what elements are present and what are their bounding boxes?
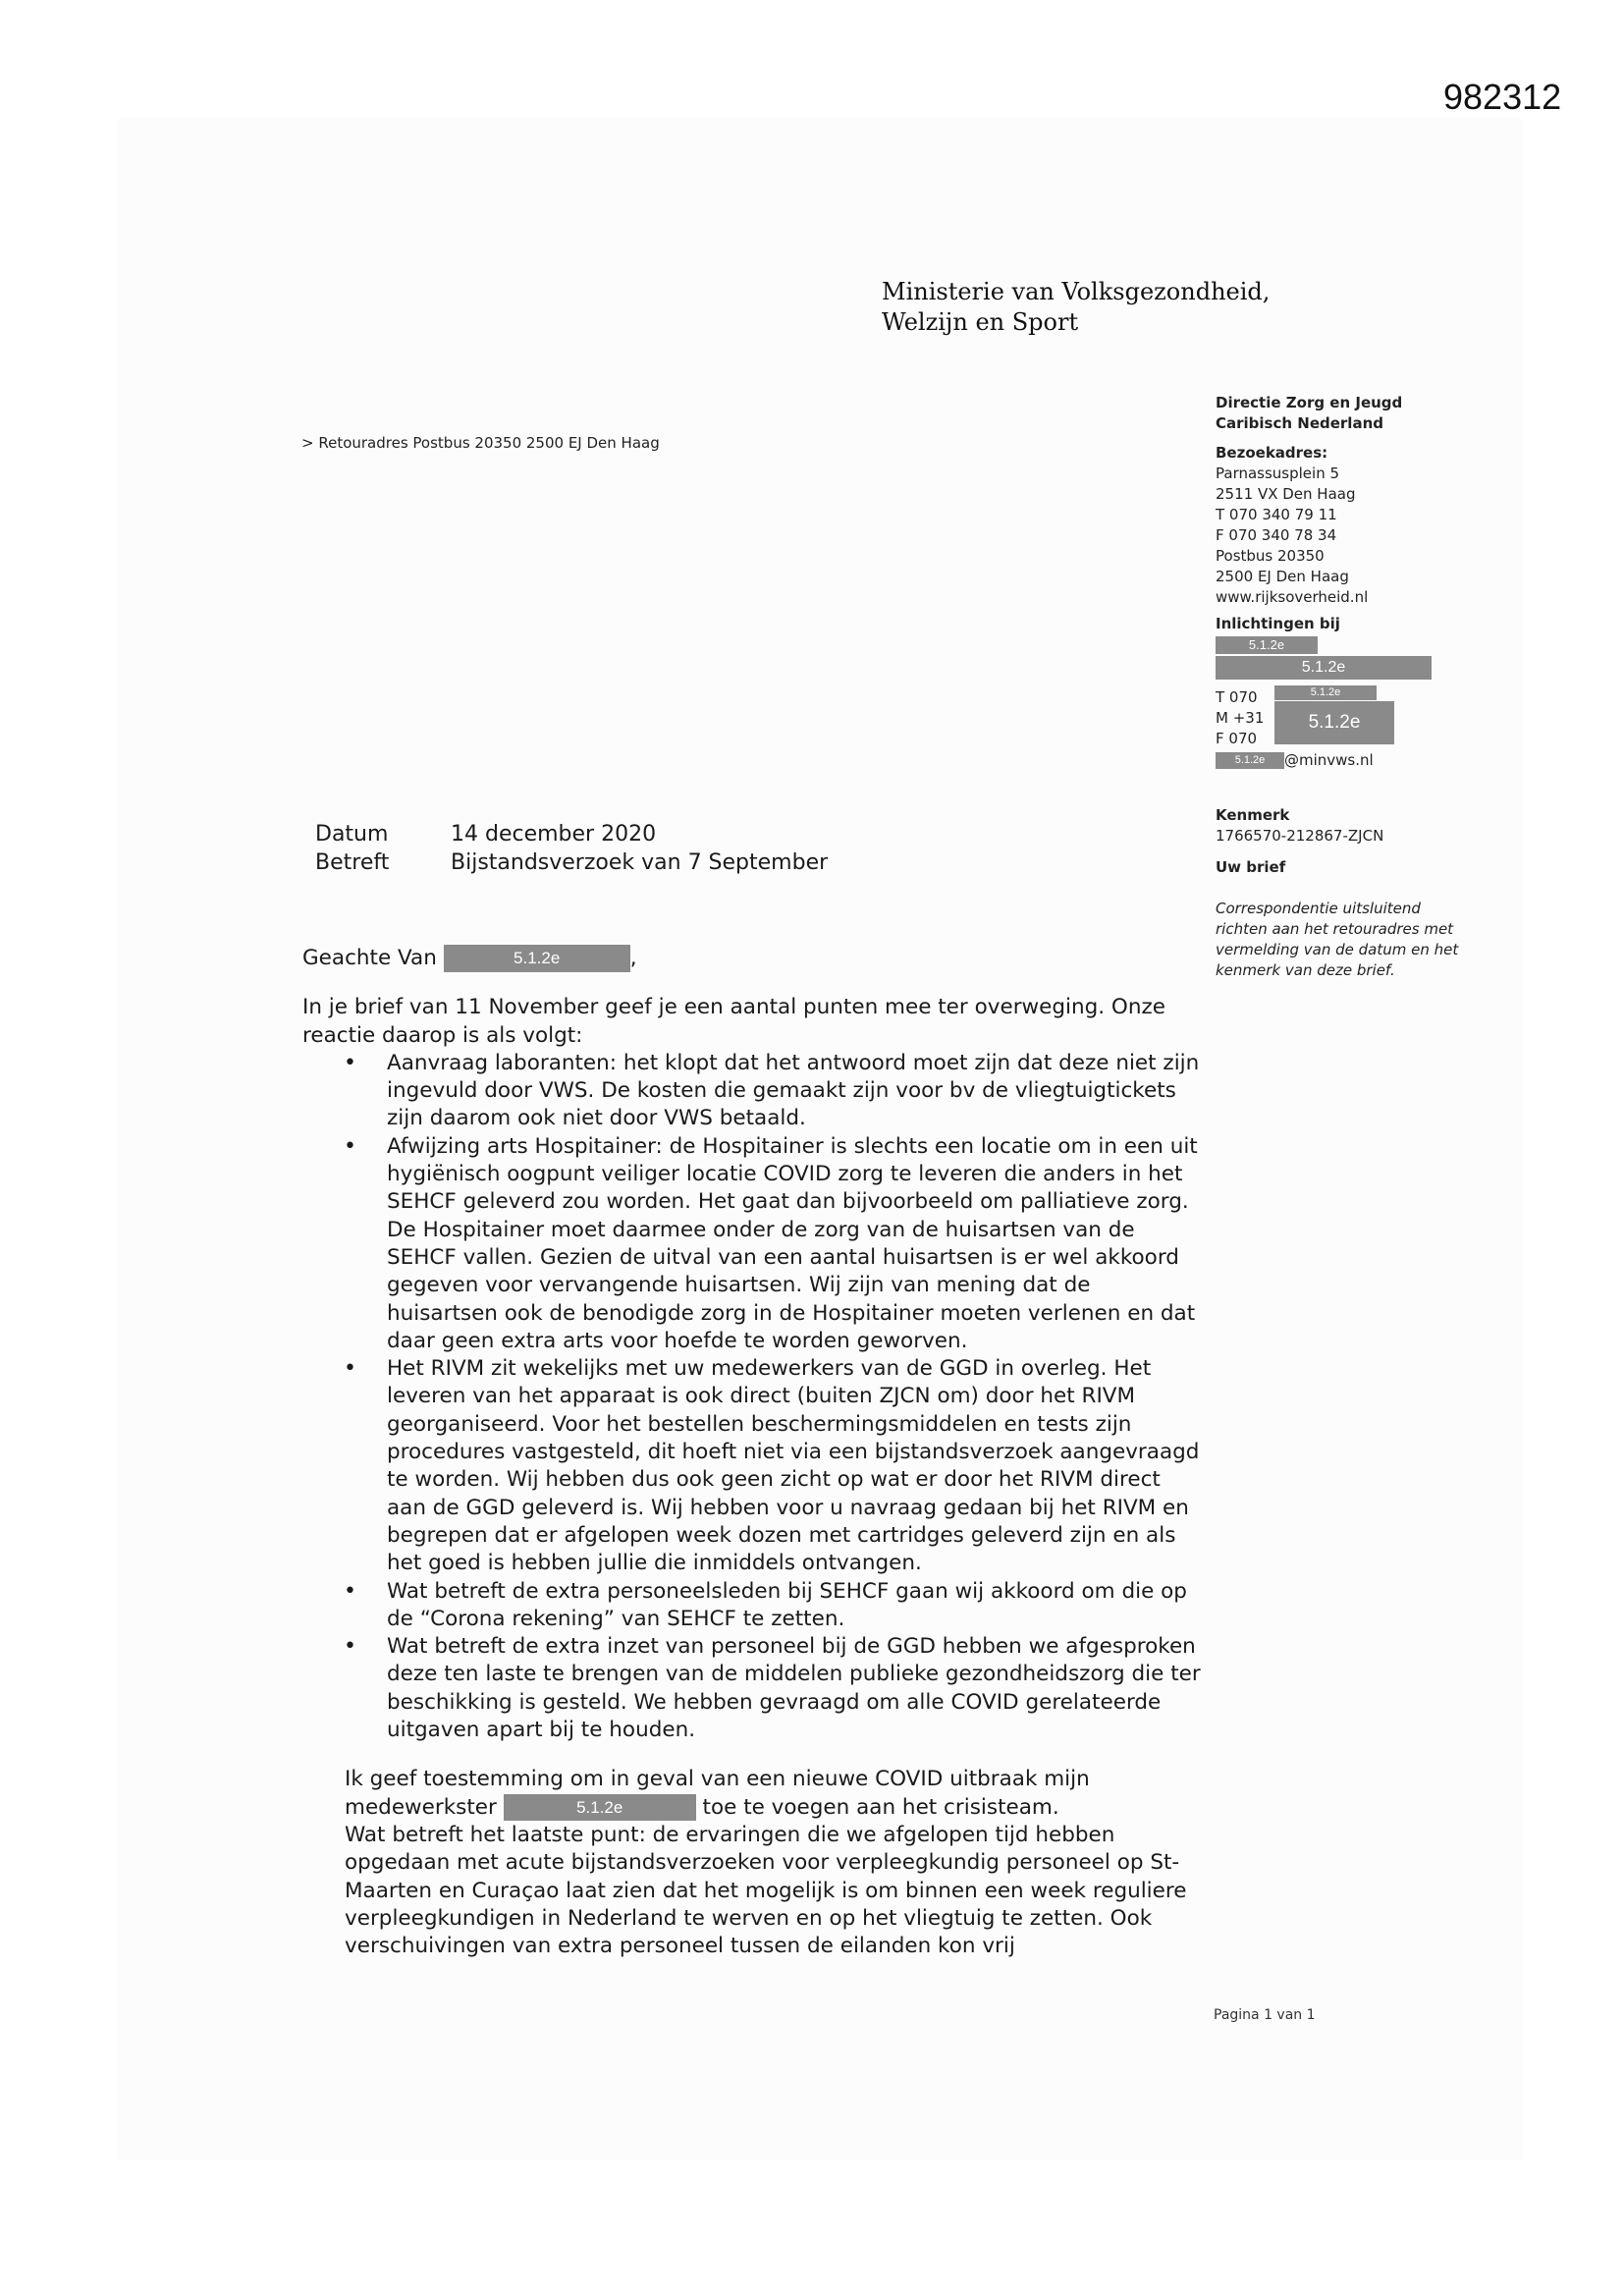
email-suffix: @minvws.nl xyxy=(1284,751,1374,769)
phone-f-label: F 070 xyxy=(1216,730,1258,747)
info-label: Inlichtingen bij xyxy=(1216,615,1340,632)
salutation xyxy=(302,945,1206,972)
redaction-box: 5.1.2e xyxy=(1216,752,1284,769)
salutation-suffix: , xyxy=(629,946,637,970)
visit-line: 2500 EJ Den Haag xyxy=(1216,568,1349,585)
points-list xyxy=(302,1050,1206,1744)
datum-label: Datum xyxy=(315,822,389,847)
document-number: 982312 xyxy=(1443,77,1562,117)
intro-paragraph: In je brief van 11 November geef je een aantal punten mee ter overweging. Onze reactie daarop is als volgt: xyxy=(302,995,1165,1048)
phone-m-label: M +31 xyxy=(1216,709,1265,727)
salutation-prefix: Geachte Van xyxy=(302,946,437,970)
sidebar-contact xyxy=(1216,393,1471,981)
correspondence-note: Correspondentie uitsluitend richten aan het retouradres met vermelding van de datum en het kenmerk van deze brief. xyxy=(1216,900,1459,979)
return-address: > Retouradres Postbus 20350 2500 EJ Den Haag xyxy=(301,434,660,452)
visit-line: 2511 VX Den Haag xyxy=(1216,485,1356,503)
letter-meta xyxy=(315,820,828,877)
redaction-box: 5.1.2e xyxy=(444,945,630,972)
phone-t-label: T 070 xyxy=(1216,688,1258,706)
visit-line: T 070 340 79 11 xyxy=(1216,506,1337,523)
list-item: • Aanvraag laboranten: het klopt dat het antwoord moet zijn dat deze niet zijn ingevuld door VWS. De kosten die gemaakt zijn voor bv de vliegtuigtickets zijn daarom ook niet door VWS betaald. xyxy=(302,1050,1206,1133)
page-footer: Pagina 1 van 1 xyxy=(1214,2007,1316,2023)
kenmerk-value: 1766570-212867-ZJCN xyxy=(1216,827,1384,845)
visit-address-label: Bezoekadres: xyxy=(1216,444,1328,462)
closing-text-3: Wat betreft het laatste punt: de ervaringen die we afgelopen tijd hebben opgedaan met acute bijstandsverzoeken voor verpleegkundig personeel op St-Maarten en Curaçao laat zien dat het mogelijk is om binnen een week reguliere verpleegkundigen in Nederland te werven en op het vliegtuig te zetten. Ook verschuivingen van extra personeel tussen de eilanden kon vrij xyxy=(345,1822,1187,1959)
betreft-value: Bijstandsverzoek van 7 September xyxy=(451,850,829,875)
redaction-box: 5.1.2e xyxy=(1216,656,1432,680)
datum-value: 14 december 2020 xyxy=(451,822,657,847)
list-item: • Afwijzing arts Hospitainer: de Hospitainer is slechts een locatie om in een uit hygiënisch oogpunt veiliger locatie COVID zorg te leveren die anders in het SEHCF geleverd zou worden. Het gaat dan bijvoorbeeld om palliatieve zorg. De Hospitainer moet daarmee onder de zorg van de huisartsen van de SEHCF vallen. Gezien de uitval van een aantal huisartsen is er wel akkoord gegeven voor vervangende huisartsen. Wij zijn van mening dat de huisartsen ook de benodigde zorg in de Hospitainer moeten verlenen en dat daar geen extra arts voor hoefde te worden geworven. xyxy=(302,1133,1206,1355)
betreft-label: Betreft xyxy=(315,850,390,875)
closing-text-2: toe te voegen aan het crisisteam. xyxy=(702,1794,1059,1820)
list-item: • Het RIVM zit wekelijks met uw medewerkers van de GGD in overleg. Het leveren van het apparaat is ook direct (buiten ZJCN om) door het RIVM georganiseerd. Voor het bestellen beschermingsmiddelen en tests zijn procedures vastgesteld, dit hoeft niet via een bijstandsverzoek aangevraagd te worden. Wij hebben dus ook geen zicht op wat er door het RIVM direct aan de GGD geleverd is. Wij hebben voor u navraag gedaan bij het RIVM en begrepen dat er afgelopen week dozen met cartridges geleverd zijn en als het goed is hebben jullie die inmiddels ontvangen. xyxy=(302,1355,1206,1577)
website-line: www.rijksoverheid.nl xyxy=(1216,588,1369,606)
redaction-box: 5.1.2e xyxy=(1274,685,1377,700)
visit-line: F 070 340 78 34 xyxy=(1216,526,1337,544)
closing-paragraph xyxy=(302,1766,1206,1960)
ministry-line-1: Ministerie van Volksgezondheid, xyxy=(882,278,1271,305)
visit-line: Postbus 20350 xyxy=(1216,547,1325,565)
department-line-2: Caribisch Nederland xyxy=(1216,414,1383,432)
redaction-box: 5.1.2e xyxy=(1274,701,1394,744)
uw-brief-label: Uw brief xyxy=(1216,858,1286,876)
ministry-line-2: Welzijn en Sport xyxy=(882,308,1079,336)
letter-body xyxy=(302,945,1206,1960)
list-item: • Wat betreft de extra personeelsleden bij SEHCF gaan wij akkoord om die op de “Corona rekening” van SEHCF te zetten. xyxy=(302,1578,1206,1634)
list-item: • Wat betreft de extra inzet van personeel bij de GGD hebben we afgesproken deze ten laste te brengen van de middelen publieke gezondheidszorg die ter beschikking is gesteld. We hebben gevraagd om alle COVID gerelateerde uitgaven apart bij te houden. xyxy=(302,1633,1206,1744)
ministry-logo-text xyxy=(882,277,1270,338)
closing-text-1: Ik geef toestemming om in geval van een nieuwe COVID uitbraak mijn medewerkster xyxy=(345,1767,1090,1820)
visit-line: Parnassusplein 5 xyxy=(1216,465,1340,482)
department-line-1: Directie Zorg en Jeugd xyxy=(1216,394,1403,411)
redaction-box: 5.1.2e xyxy=(1216,636,1318,654)
kenmerk-label: Kenmerk xyxy=(1216,806,1290,824)
redaction-box: 5.1.2e xyxy=(504,1794,696,1821)
